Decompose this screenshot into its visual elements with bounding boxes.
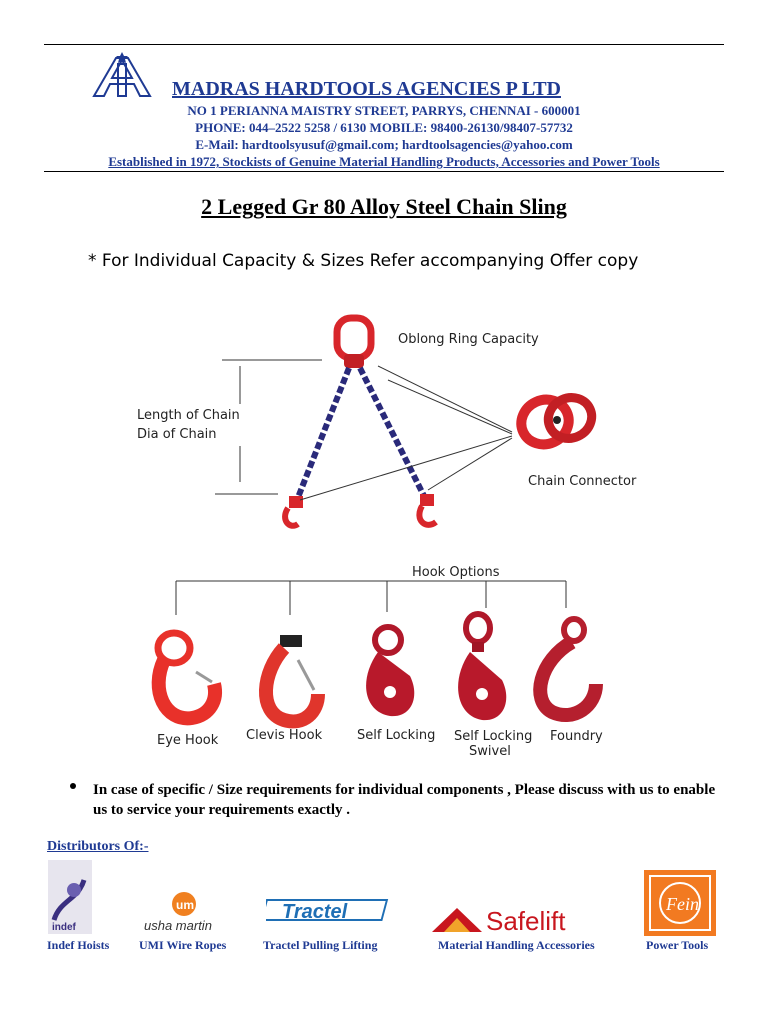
eye-hook-image: [158, 633, 215, 718]
tractel-logo: [266, 896, 392, 924]
hook-label-swivel: Swivel: [469, 744, 511, 759]
usha-martin-logo: [140, 890, 230, 934]
self-locking-hook-image: [366, 627, 414, 716]
svg-text:um: um: [176, 898, 194, 912]
safelift-logo-text: Safelift: [486, 906, 566, 936]
usha-martin-logo-text: usha martin: [144, 918, 212, 933]
company-established: Established in 1972, Stockists of Genuine Material Handling Products, Accessories and Power Tools: [108, 154, 660, 169]
bullet-icon: [70, 783, 76, 789]
page-title: 2 Legged Gr 80 Alloy Steel Chain Sling: [201, 194, 567, 219]
requirements-note: In case of specific / Size requirements for individual components , Please discuss with us to enable us to service your requirements exactly .: [93, 782, 716, 818]
hook-label-self-locking: Self Locking: [357, 728, 436, 743]
hook-label-clevis-hook: Clevis Hook: [246, 728, 323, 743]
company-address: NO 1 PERIANNA MAISTRY STREET, PARRYS, CHENNAI - 600001: [187, 103, 581, 118]
distributors-title: Distributors Of:-: [47, 839, 149, 854]
chain-connector-label: Chain Connector: [528, 474, 637, 489]
sling-hook-left: [285, 496, 303, 526]
indef-logo-text: indef: [52, 922, 76, 933]
oblong-ring-label: Oblong Ring Capacity: [398, 332, 539, 347]
distributor-indef-label: Indef Hoists: [47, 938, 110, 952]
hook-label-eye-hook: Eye Hook: [157, 733, 219, 748]
chain-connector-image: [514, 391, 598, 453]
fein-logo-text: Fein: [666, 894, 699, 914]
company-phone: PHONE: 044–2522 5258 / 6130 MOBILE: 98400-26130/98407-57732: [195, 120, 573, 135]
header-bottom-rule: [44, 171, 724, 172]
sling-hook-right: [419, 494, 436, 525]
distributor-fein-label: Power Tools: [646, 938, 709, 952]
company-logo: [90, 44, 154, 100]
hook-options-tree: [176, 581, 566, 615]
safelift-logo: [432, 902, 604, 936]
page-subtitle: * For Individual Capacity & Sizes Refer accompanying Offer copy: [88, 251, 639, 271]
length-of-chain-label: Length of Chain: [137, 408, 240, 423]
indef-logo: [48, 860, 92, 934]
hook-label-self-locking-swivel: Self Locking: [454, 729, 533, 744]
self-locking-swivel-hook-image: [458, 614, 506, 720]
company-email: E-Mail: hardtoolsyusuf@gmail.com; hardtoolsagencies@yahoo.com: [195, 137, 573, 152]
chain-sling-diagram: [0, 300, 768, 770]
fein-logo: [644, 870, 716, 936]
distributor-umi-label: UMI Wire Ropes: [139, 938, 227, 952]
distributor-tractel-label: Tractel Pulling Lifting: [263, 938, 378, 952]
connector-pointer-lines: [300, 366, 512, 500]
dia-of-chain-label: Dia of Chain: [137, 427, 217, 442]
foundry-hook-image: [540, 619, 596, 715]
oblong-ring-image: [337, 318, 371, 368]
clevis-hook-image: [266, 635, 318, 721]
tractel-logo-text: Tractel: [282, 901, 348, 923]
hook-options-title: Hook Options: [412, 565, 500, 580]
distributor-safelift-label: Material Handling Accessories: [438, 938, 595, 952]
hook-label-foundry: Foundry: [550, 729, 603, 744]
company-name: MADRAS HARDTOOLS AGENCIES P LTD: [172, 78, 561, 100]
